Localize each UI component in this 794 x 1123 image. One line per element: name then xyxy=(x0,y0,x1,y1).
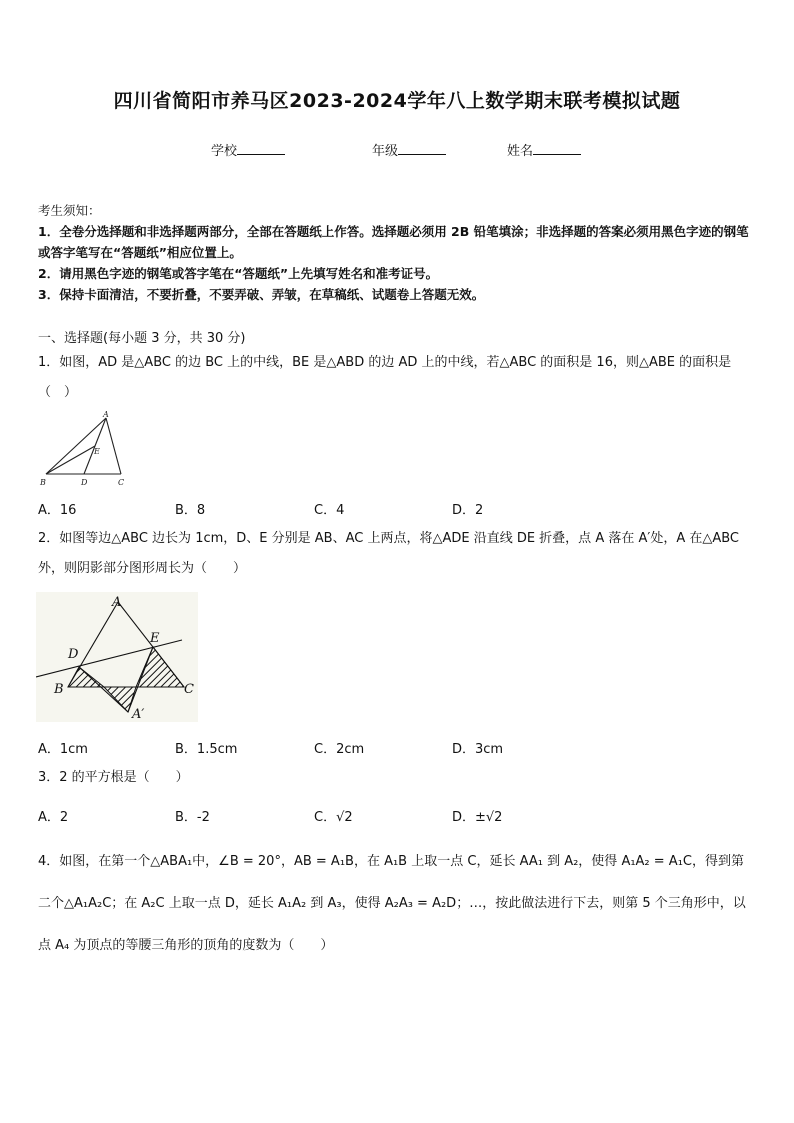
q2-option-c[interactable]: C．2cm xyxy=(314,742,365,757)
q2-label-a-prime: A′ xyxy=(132,707,145,722)
name-blank xyxy=(533,142,581,155)
grade-blank xyxy=(398,142,446,155)
q2-label-d: D xyxy=(68,647,79,662)
q1-label-b: B xyxy=(40,478,46,487)
question-2-text: 2．如图等边△ABC 边长为 1cm，D、E 分别是 AB、AC 上两点，将△ADE 沿直线 DE 折叠，点 A 落在 A′处，A 在△ABC 外，则阴影部分图形周长为（ ） xyxy=(38,531,740,576)
question-3-text: 3．2 的平方根是（ ） xyxy=(38,770,189,785)
name-field xyxy=(507,140,581,159)
q3-option-b[interactable]: B．-2 xyxy=(175,810,210,825)
q3-option-d[interactable]: D．±√2 xyxy=(452,810,503,825)
q1-option-c[interactable]: C．4 xyxy=(314,503,345,518)
q3-option-c[interactable]: C．√2 xyxy=(314,810,353,825)
notice-heading: 考生须知： xyxy=(38,203,101,218)
question-4-text: 4．如图，在第一个△ABA₁中，∠B = 20°，AB = A₁B，在 A₁B 上取一点 C，延长 AA₁ 到 A₂，使得 A₁A₂ = A₁C，得到第二个△A₁A₂C；在 A₂C 上取一点 D，延长 A₁A₂ 到 A₃，使得 A₂A₃ = A₂D；…，按此做法进行下去，则第 5 个三角形中，以点 A₄ 为顶点的等腰三角形的顶角的度数为（ ） xyxy=(38,854,746,953)
name-label: 姓名 xyxy=(507,144,534,159)
q2-label-b: B xyxy=(54,682,64,697)
q1-label-c: C xyxy=(118,478,125,487)
q1-side-ba xyxy=(46,418,106,474)
question-2-figure xyxy=(36,592,200,724)
q1-side-ac xyxy=(106,418,121,474)
q1-label-a: A xyxy=(103,410,109,419)
q2-label-c: C xyxy=(184,682,194,697)
school-label: 学校 xyxy=(211,144,238,159)
section-title: 一、选择题(每小题 3 分，共 30 分) xyxy=(38,331,246,346)
q2-option-d[interactable]: D．3cm xyxy=(452,742,504,757)
q1-median-be xyxy=(46,446,95,474)
q2-option-b[interactable]: B．1.5cm xyxy=(175,742,238,757)
notice-item: 1．全卷分选择题和非选择题两部分，全部在答题纸上作答。选择题必须用 2B 铅笔填涂；非选择题的答案必须用黑色字迹的钢笔或答字笔写在“答题纸”相应位置上。 xyxy=(38,224,749,260)
q2-label-a: A xyxy=(112,595,122,610)
grade-field xyxy=(372,140,446,159)
q3-option-a[interactable]: A．2 xyxy=(38,810,69,825)
notice-item: 3．保持卡面清洁，不要折叠，不要弄破、弄皱，在草稿纸、试题卷上答题无效。 xyxy=(38,287,485,302)
grade-label: 年级 xyxy=(372,144,399,159)
q1-label-d: D xyxy=(81,478,88,487)
q1-option-d[interactable]: D．2 xyxy=(452,503,484,518)
school-field xyxy=(211,140,285,159)
page-title: 四川省简阳市养马区2023-2024学年八上数学期末联考模拟试题 xyxy=(113,90,681,112)
school-blank xyxy=(237,142,285,155)
question-1-figure xyxy=(36,410,131,488)
notice-item: 2．请用黑色字迹的钢笔或答字笔在“答题纸”上先填写姓名和准考证号。 xyxy=(38,266,439,281)
q2-option-a[interactable]: A．1cm xyxy=(38,742,88,757)
notice-block xyxy=(38,200,760,305)
q1-label-e: E xyxy=(94,447,100,456)
q1-option-a[interactable]: A．16 xyxy=(38,503,77,518)
q2-label-e: E xyxy=(150,631,160,646)
question-1-text: 1．如图，AD 是△ABC 的边 BC 上的中线，BE 是△ABD 的边 AD 上的中线，若△ABC 的面积是 16，则△ABE 的面积是（ ） xyxy=(38,355,732,400)
q1-option-b[interactable]: B．8 xyxy=(175,503,206,518)
